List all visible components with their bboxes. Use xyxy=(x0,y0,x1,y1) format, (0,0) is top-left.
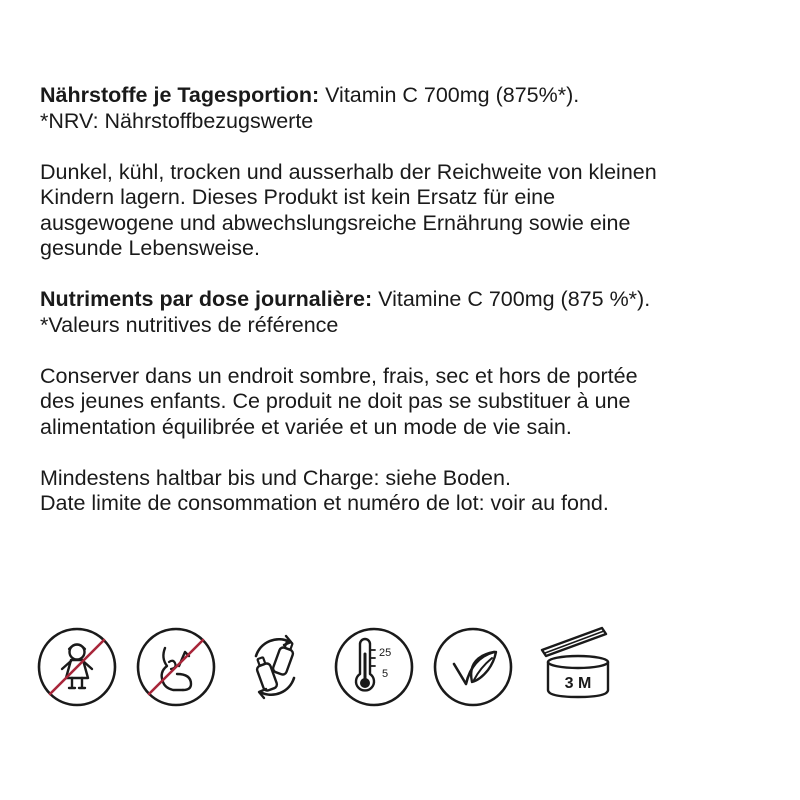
expiry-line: Date limite de consommation et numéro de lot: voir au fond. xyxy=(40,491,609,515)
keep-away-from-children-icon xyxy=(36,626,118,708)
label-text xyxy=(40,83,780,517)
de-storage-line: Kindern lagern. Dieses Produkt ist kein Ersatz für eine xyxy=(40,185,556,209)
de-storage-line: Dunkel, kühl, trocken und ausserhalb der Reichweite von kleinen xyxy=(40,159,657,184)
fr-storage-line: des jeunes enfants. Ce produit ne doit pas se substituer à une xyxy=(40,389,631,413)
pictogram-row xyxy=(0,620,800,710)
de-nutrients-value: Vitamin C 700mg (875%*). xyxy=(319,83,580,107)
fr-storage-line: Conserver dans un endroit sombre, frais, sec et hors de portée xyxy=(40,363,638,388)
fr-nutrients-label: Nutriments par dose journalière: xyxy=(40,287,373,311)
de-nutrients-line xyxy=(40,83,780,109)
fr-vnr-note: *Valeurs nutritives de référence xyxy=(40,312,339,337)
de-nrv-note: *NRV: Nährstoffbezugswerte xyxy=(40,108,314,133)
de-storage-paragraph xyxy=(40,160,780,262)
period-after-opening-icon xyxy=(532,614,622,710)
recycle-bottle-icon xyxy=(234,626,316,708)
fr-nutrients-value: Vitamine C 700mg (875 %*). xyxy=(372,287,651,311)
de-nutrients-paragraph xyxy=(40,83,780,134)
de-storage-line: ausgewogene und abwechslungsreiche Ernährung sowie eine xyxy=(40,210,631,235)
de-nutrients-label: Nährstoffe je Tagesportion: xyxy=(40,83,320,107)
expiry-line: Mindestens haltbar bis und Charge: siehe Boden. xyxy=(40,465,511,490)
expiry-paragraph xyxy=(40,466,780,517)
temp-high-label: 25 xyxy=(379,647,392,659)
temp-low-label: 5 xyxy=(382,668,389,680)
fr-storage-line: alimentation équilibrée et variée et un mode de vie sain. xyxy=(40,414,572,439)
thermometer-icon xyxy=(333,626,415,708)
fr-nutrients-paragraph xyxy=(40,287,780,338)
pao-label: 3 M xyxy=(564,675,592,692)
fr-storage-paragraph xyxy=(40,364,780,441)
not-for-pregnant-icon xyxy=(135,626,217,708)
vegan-leaf-icon xyxy=(432,626,514,708)
fr-nutrients-line xyxy=(40,287,780,313)
de-storage-line: gesunde Lebensweise. xyxy=(40,236,260,260)
